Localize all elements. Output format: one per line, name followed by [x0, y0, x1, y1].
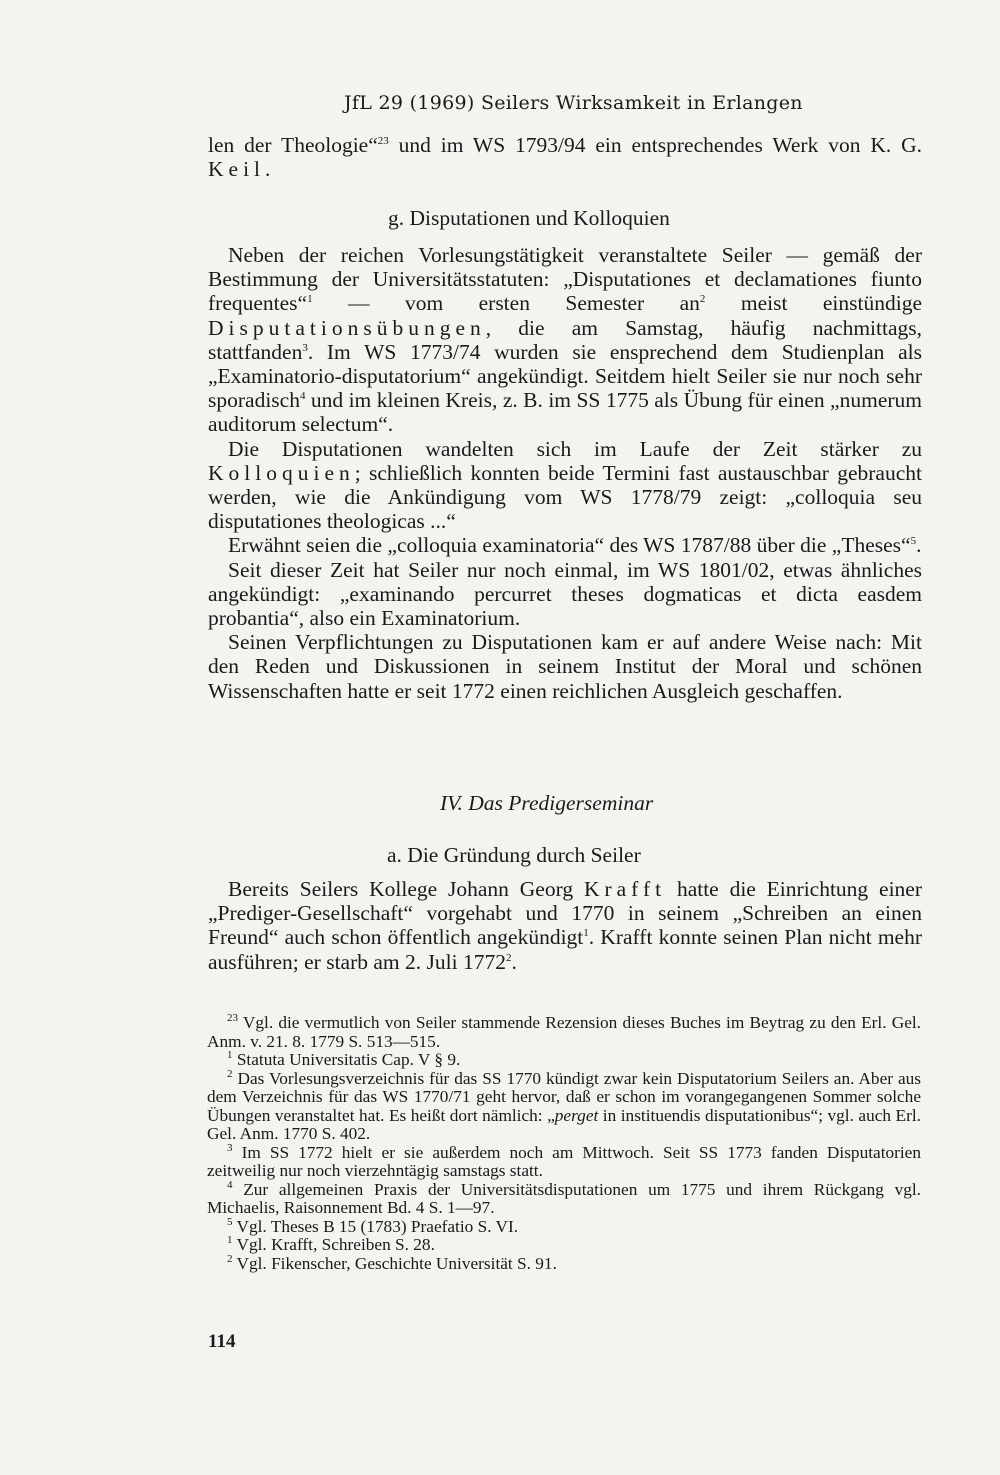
spaced-term: Disputationsübungen	[208, 315, 486, 340]
footnote	[207, 1178, 921, 1218]
footnote-mark: 1	[227, 1049, 233, 1062]
text: und im kleinen Kreis, z. B. im SS 1775 als Übung für einen „numerum auditorum selectum“.	[208, 388, 922, 437]
text: len der Theologie“	[208, 133, 378, 157]
spaced-term: Kolloquien	[208, 460, 355, 485]
footnote-text: Das Vorlesungsverzeichnis für das SS 1770 kündigt zwar kein Disputatorium Seilers an. Aber aus dem Verzeichnis für das WS 1770/71 geht hervor, daß er schon im vorangegangenen Sommer solche Übungen veranstaltet hat. Es heißt dort nämlich: „	[207, 1068, 921, 1125]
author-name-keil: Keil	[208, 157, 266, 182]
footnote-mark: 2	[227, 1252, 233, 1265]
section-g-body	[208, 243, 922, 703]
footnote-text: Zur allgemeinen Praxis der Universitätsdisputationen um 1775 und ihrem Rückgang vgl. Michaelis, Raisonnement Bd. 4 S. 1—97.	[207, 1179, 921, 1217]
footnote-text: Vgl. Theses B 15 (1783) Praefatio S. VI.	[232, 1216, 519, 1236]
text: Bereits Seilers Kollege Johann Georg	[228, 877, 584, 901]
footnote-ref-2: 2	[699, 293, 706, 306]
paragraph-6	[208, 877, 922, 974]
footnote	[207, 1215, 921, 1237]
footnote-ref-1: 1	[583, 927, 589, 940]
footnote-text: Vgl. Krafft, Schreiben S. 28.	[232, 1235, 435, 1254]
text: ; schließlich konnten beide Termini fast austauschbar gebraucht werden, wie die Ankündigung vom WS 1778/79 zeigt: „colloquia seu disputationes theologicas ...“	[208, 460, 922, 534]
footnote-text: in instituendis disputationibus“; vgl. auch Erl. Gel. Anm. 1770 S. 402.	[207, 1105, 921, 1143]
footnote-italic: perget	[554, 1105, 599, 1125]
text: Die Disputationen wandelten sich im Laufe der Zeit stärker zu	[228, 436, 922, 461]
page-number: 114	[208, 1331, 236, 1352]
paragraph-5: Seinen Verpflichtungen zu Disputationen kam er auf andere Weise nach: Mit den Reden und Diskussionen in seinem Institut der Moral und schönen Wissenschaften hatte er seit 1772 einen reichlichen Ausgleich geschaffen.	[208, 630, 922, 703]
footnote-mark: 2	[227, 1067, 233, 1080]
footnote-ref-5: 5	[910, 535, 917, 548]
chapter-heading: IV. Das Predigerseminar	[440, 791, 654, 815]
text: Neben der reichen Vorlesungstätigkeit veranstaltete Seiler — gemäß der Bestimmung der Universitätsstatuten: „Disputationes et declamationes fiunto frequentes“	[208, 243, 922, 316]
footnote-mark: 4	[227, 1178, 233, 1191]
footnote	[207, 1236, 921, 1255]
text: . Krafft konnte seinen Plan nicht mehr ausführen; er starb am 2. Juli 1772	[208, 925, 922, 974]
text: und im WS 1793/94 ein entsprechendes Werk von K. G.	[388, 133, 922, 157]
section-heading-g: g. Disputationen und Kolloquien	[388, 206, 670, 230]
text: Erwähnt seien die „colloquia examinatoria“ des WS 1787/88 über die „Theses“	[228, 533, 911, 558]
footnote	[207, 1141, 921, 1181]
footnote	[207, 1067, 921, 1144]
footnote-text: Vgl. die vermutlich von Seiler stammende Rezension dieses Buches im Beytrag zu den Erl. Gel. Anm. v. 21. 8. 1779 S. 513—515.	[207, 1013, 921, 1051]
text: .	[265, 157, 271, 182]
footnote	[207, 1051, 921, 1070]
footnote-ref-23: 23	[377, 134, 389, 147]
footnote	[207, 1252, 921, 1274]
footnote-ref-3: 3	[302, 341, 308, 354]
text: . Im WS 1773/74 wurden sie ensprechend dem Studienplan als „Examinatorio-disputatorium“ angekündigt. Seitdem hielt Seiler sie nur noch sehr sporadisch	[208, 339, 922, 413]
paragraph-1	[208, 243, 922, 437]
footnote-ref-2: 2	[505, 951, 512, 964]
text: — vom ersten Semester an	[312, 291, 700, 316]
text: .	[511, 949, 517, 974]
footnote-mark: 5	[227, 1215, 233, 1228]
footnotes	[207, 1014, 921, 1273]
footnote-mark: 1	[227, 1234, 233, 1247]
paragraph-4: Seit dieser Zeit hat Seiler nur noch einmal, im WS 1801/02, etwas ähnliches angekündigt: „examinando percurret theses dogmaticas et dicta easdem probantia“, also ein Examinatorium.	[208, 557, 922, 631]
spaced-term: Krafft	[583, 877, 667, 901]
text: meist einstündige	[705, 291, 922, 316]
text: hatte die Einrichtung einer „Prediger-Gesellschaft“ vorgehabt und 1770 in seinem „Schreiben an einen Freund“ auch schon öffentlich angekündigt	[208, 877, 922, 950]
text: .	[916, 533, 922, 558]
footnote	[207, 1014, 921, 1051]
footnote-ref-4: 4	[299, 390, 306, 403]
footnote-mark: 3	[227, 1141, 233, 1154]
text: , die am Samstag, häufig nachmittags, stattfanden	[208, 315, 922, 364]
footnote-ref-1: 1	[307, 293, 313, 306]
paragraph-3	[208, 533, 922, 557]
footnote-text: Vgl. Fikenscher, Geschichte Universität S. 91.	[232, 1253, 557, 1273]
footnote-text: Im SS 1772 hielt er sie außerdem noch am Mittwoch. Seit SS 1773 fanden Disputatorien zeitweilig nur noch vierzehntägig samstags statt.	[207, 1142, 921, 1180]
paragraph-top	[208, 133, 922, 181]
footnote-mark: 23	[227, 1012, 238, 1025]
paragraph-2	[208, 437, 922, 534]
running-head: JfL 29 (1969) Seilers Wirksamkeit in Erlangen	[344, 92, 803, 114]
footnote-text: Statuta Universitatis Cap. V § 9.	[232, 1050, 461, 1069]
section-heading-a: a. Die Gründung durch Seiler	[387, 843, 641, 867]
section-a-body	[208, 877, 922, 974]
